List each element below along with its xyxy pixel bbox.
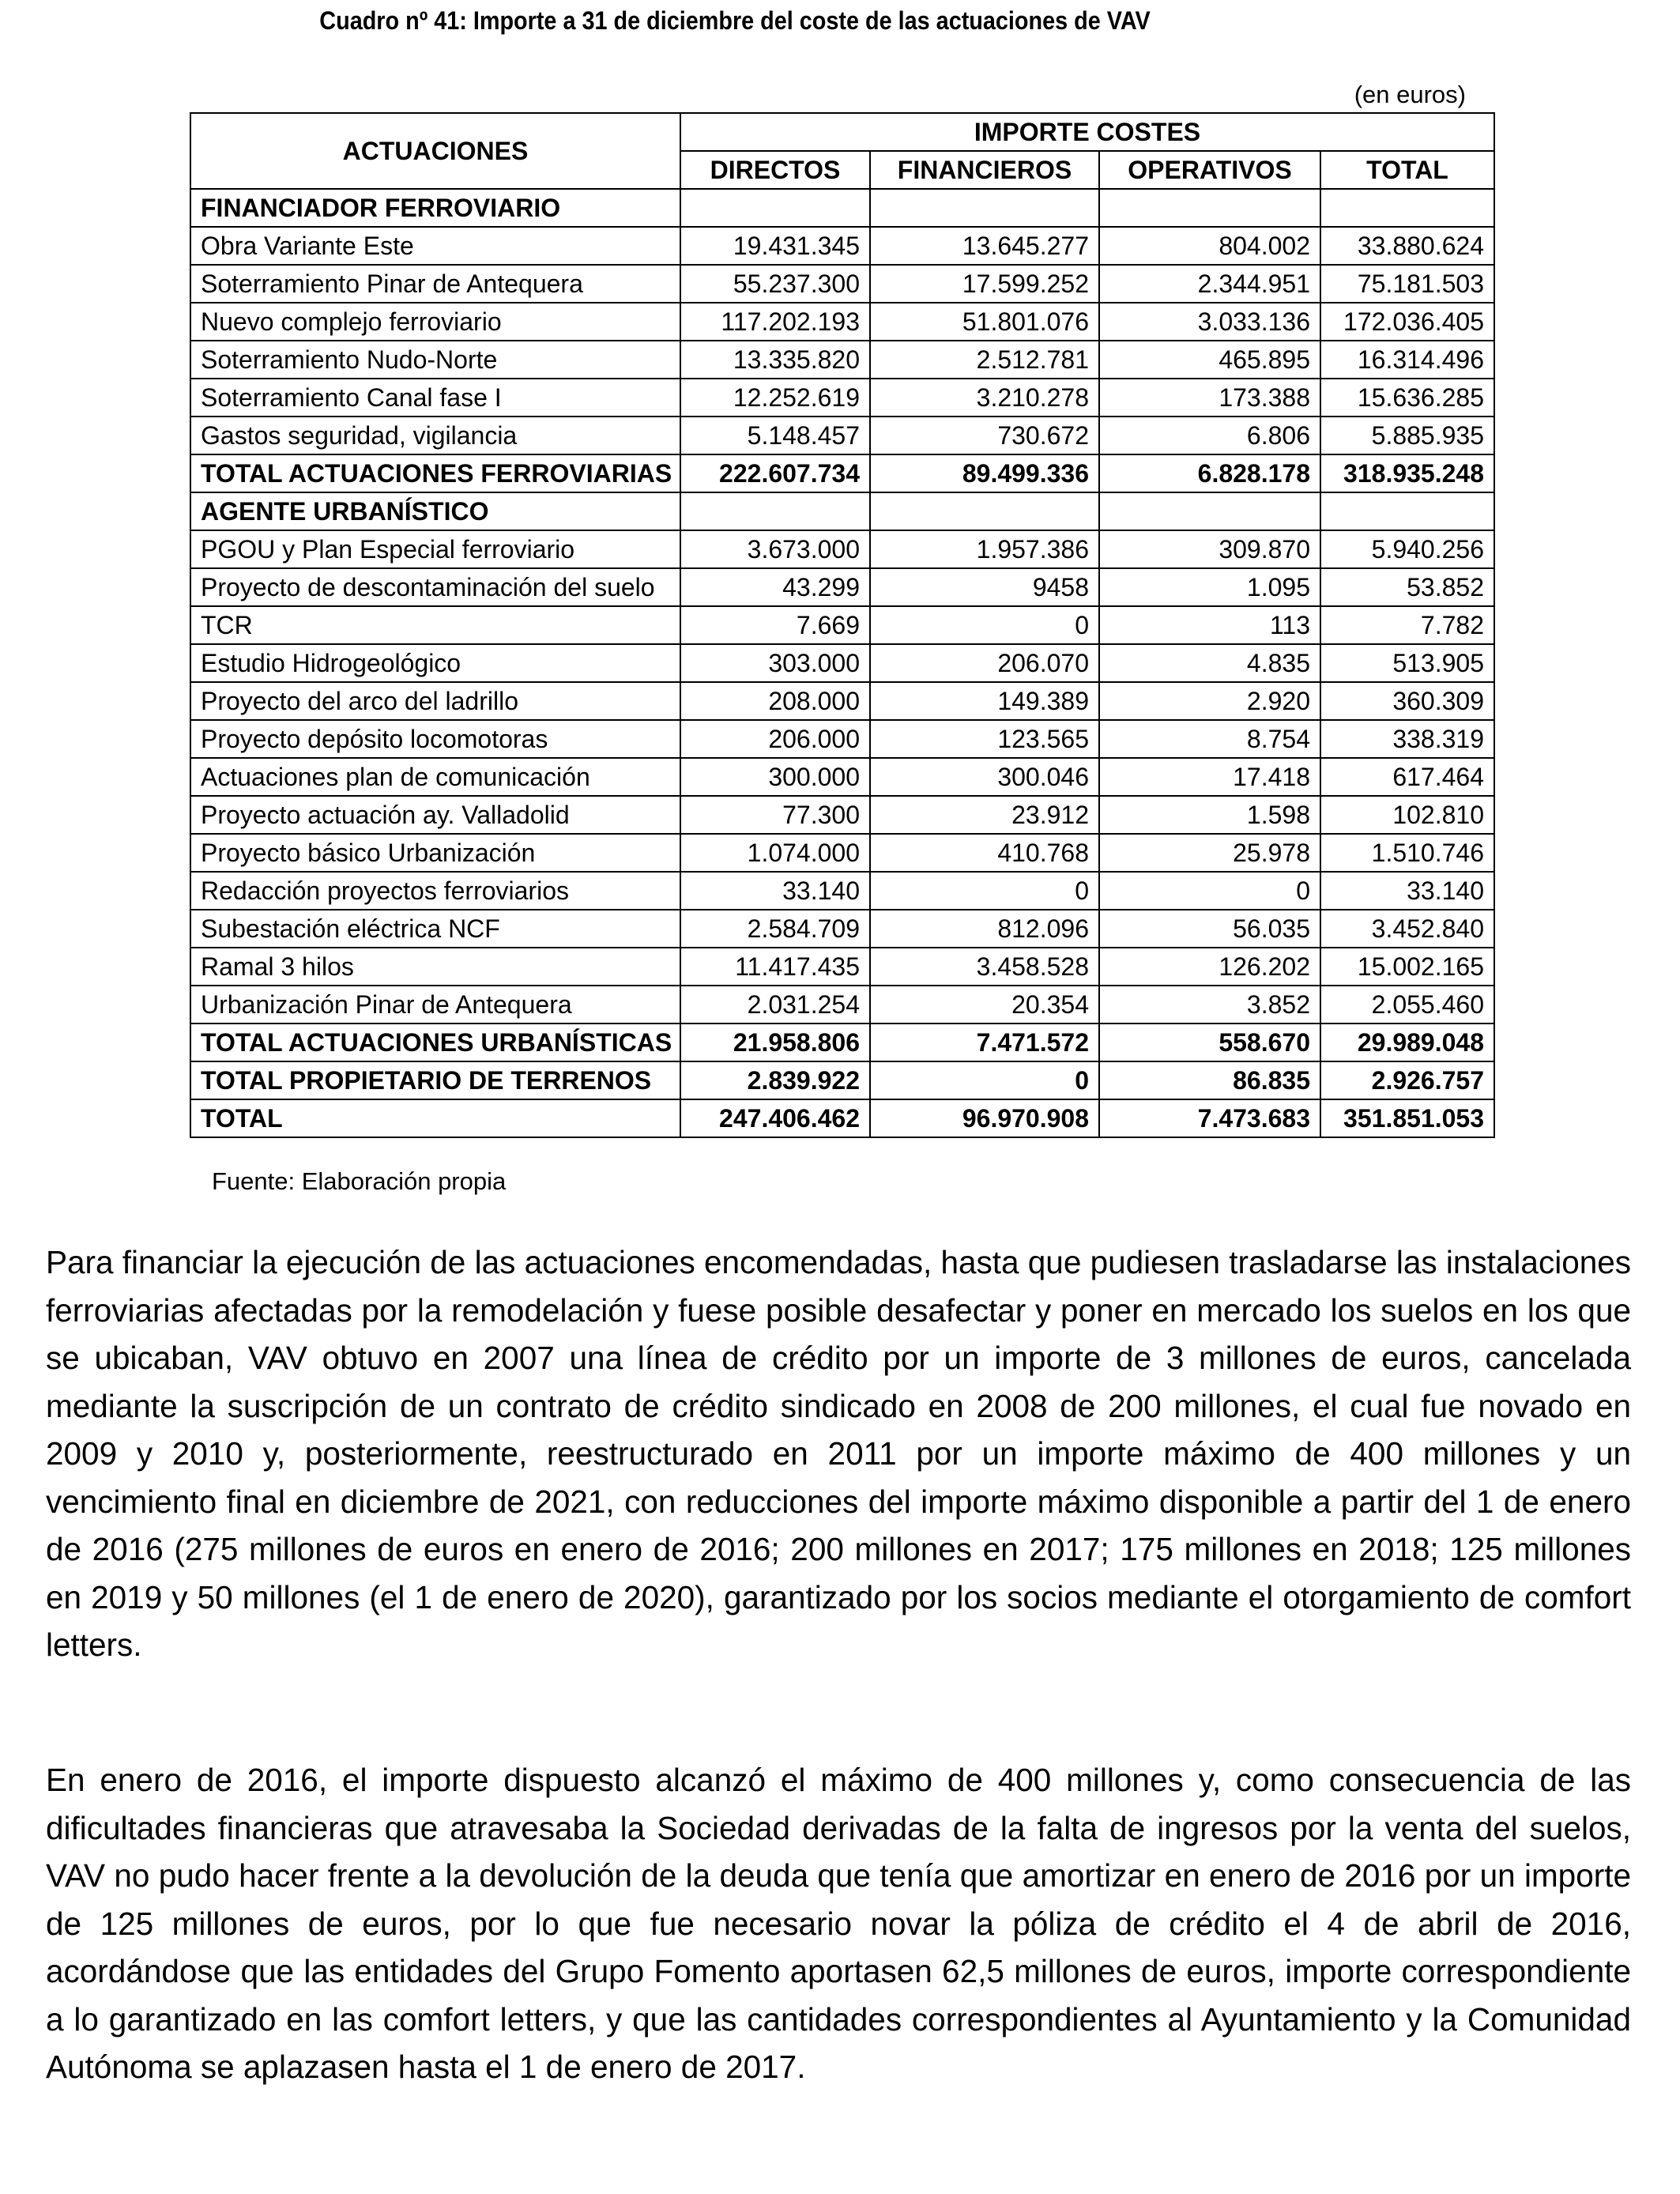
table-row: [190, 227, 1494, 265]
table-row: [190, 986, 1494, 1023]
cell-total: 29.989.048: [1320, 1023, 1494, 1061]
cell-financieros: 9458: [870, 568, 1099, 606]
table-row: [190, 341, 1494, 379]
row-label: Obra Variante Este: [190, 227, 680, 265]
cell-directos: 43.299: [680, 568, 870, 606]
cell-directos: [680, 492, 870, 530]
row-label: Subestación eléctrica NCF: [190, 910, 680, 948]
row-label: Estudio Hidrogeológico: [190, 644, 680, 682]
cell-total: 102.810: [1320, 796, 1494, 834]
cell-total: 5.885.935: [1320, 417, 1494, 454]
section-row: [190, 189, 1494, 227]
cell-directos: 5.148.457: [680, 417, 870, 454]
cell-operativos: 0: [1099, 872, 1320, 910]
cell-directos: 206.000: [680, 720, 870, 758]
row-label: Gastos seguridad, vigilancia: [190, 417, 680, 454]
cell-operativos: 3.852: [1099, 986, 1320, 1023]
cell-operativos: 465.895: [1099, 341, 1320, 379]
cell-financieros: 3.458.528: [870, 948, 1099, 986]
cell-operativos: 6.806: [1099, 417, 1320, 454]
row-label: Actuaciones plan de comunicación: [190, 758, 680, 796]
total-row: [190, 1099, 1494, 1137]
cell-total: 75.181.503: [1320, 265, 1494, 303]
cell-operativos: [1099, 189, 1320, 227]
cell-financieros: 300.046: [870, 758, 1099, 796]
cell-operativos: 309.870: [1099, 530, 1320, 568]
cell-operativos: 1.095: [1099, 568, 1320, 606]
cell-total: 53.852: [1320, 568, 1494, 606]
cell-total: 33.880.624: [1320, 227, 1494, 265]
row-label: TOTAL PROPIETARIO DE TERRENOS: [190, 1061, 680, 1099]
cell-total: 513.905: [1320, 644, 1494, 682]
cell-directos: 33.140: [680, 872, 870, 910]
paragraph-debt-novation: En enero de 2016, el importe dispuesto alcanzó el máximo de 400 millones y, como consecuencia de las dificultades financieras que atravesaba la Sociedad derivadas de la falta de ingresos por la venta del suelos, VAV no pudo hacer frente a la devolución de la deuda que tenía que amortizar en enero de 2016 por un importe de 125 millones de euros, por lo que fue necesario novar la póliza de crédito el 4 de abril de 2016, acordándose que las entidades del Grupo Fomento aportasen 62,5 millones de euros, importe correspondiente a lo garantizado en las comfort letters, y que las cantidades correspondientes al Ayuntamiento y la Comunidad Autónoma se aplazasen hasta el 1 de enero de 2017.: [46, 1762, 1631, 2085]
cell-financieros: 0: [870, 872, 1099, 910]
cell-operativos: 558.670: [1099, 1023, 1320, 1061]
table-row: [190, 682, 1494, 720]
cell-financieros: 23.912: [870, 796, 1099, 834]
cell-total: 16.314.496: [1320, 341, 1494, 379]
cell-directos: 55.237.300: [680, 265, 870, 303]
cell-financieros: 13.645.277: [870, 227, 1099, 265]
cell-financieros: 0: [870, 1061, 1099, 1099]
row-label: Proyecto de descontaminación del suelo: [190, 568, 680, 606]
total-row: [190, 1023, 1494, 1061]
table-caption: Cuadro nº 41: Importe a 31 de diciembre del coste de las actuaciones de VAV: [319, 6, 1151, 35]
cell-operativos: 2.344.951: [1099, 265, 1320, 303]
header-importe-costes: IMPORTE COSTES: [680, 113, 1494, 151]
cell-operativos: 7.473.683: [1099, 1099, 1320, 1137]
table-row: [190, 606, 1494, 644]
cell-directos: 300.000: [680, 758, 870, 796]
row-label: Ramal 3 hilos: [190, 948, 680, 986]
row-label: Soterramiento Nudo-Norte: [190, 341, 680, 379]
cell-total: 617.464: [1320, 758, 1494, 796]
row-label: Proyecto actuación ay. Valladolid: [190, 796, 680, 834]
row-label: AGENTE URBANÍSTICO: [190, 492, 680, 530]
cell-total: 33.140: [1320, 872, 1494, 910]
row-label: PGOU y Plan Especial ferroviario: [190, 530, 680, 568]
cell-financieros: 51.801.076: [870, 303, 1099, 341]
cell-directos: 2.031.254: [680, 986, 870, 1023]
cell-financieros: 96.970.908: [870, 1099, 1099, 1137]
paragraph-credit-line: Para financiar la ejecución de las actuaciones encomendadas, hasta que pudiesen trasladarse las instalaciones ferroviarias afectadas por la remodelación y fuese posible desafectar y poner en mercado los suelos en los que se ubicaban, VAV obtuvo en 2007 una línea de crédito por un importe de 3 millones de euros, cancelada mediante la suscripción de un contrato de crédito sindicado en 2008 de 200 millones, el cual fue novado en 2009 y 2010 y, posteriormente, reestructurado en 2011 por un importe máximo de 400 millones y un vencimiento final en diciembre de 2021, con reducciones del importe máximo disponible a partir del 1 de enero de 2016 (275 millones de euros en enero de 2016; 200 millones en 2017; 175 millones en 2018; 125 millones en 2019 y 50 millones (el 1 de enero de 2020), garantizado por los socios mediante el otorgamiento de comfort letters.: [46, 1244, 1632, 1663]
cell-financieros: 7.471.572: [870, 1023, 1099, 1061]
cell-financieros: 20.354: [870, 986, 1099, 1023]
cell-financieros: 89.499.336: [870, 454, 1099, 492]
table-row: [190, 796, 1494, 834]
cell-operativos: 113: [1099, 606, 1320, 644]
cell-financieros: 17.599.252: [870, 265, 1099, 303]
row-label: TCR: [190, 606, 680, 644]
row-label: Proyecto del arco del ladrillo: [190, 682, 680, 720]
cell-total: 5.940.256: [1320, 530, 1494, 568]
cell-operativos: 56.035: [1099, 910, 1320, 948]
costs-table-body: [190, 189, 1494, 1137]
cell-total: 2.926.757: [1320, 1061, 1494, 1099]
cell-total: [1320, 189, 1494, 227]
cell-financieros: 2.512.781: [870, 341, 1099, 379]
cell-directos: 7.669: [680, 606, 870, 644]
table-row: [190, 758, 1494, 796]
header-actuaciones: ACTUACIONES: [190, 113, 680, 189]
header-row-1: [190, 113, 1494, 151]
cell-total: 15.002.165: [1320, 948, 1494, 986]
section-row: [190, 492, 1494, 530]
header-total: TOTAL: [1320, 151, 1494, 189]
header-operativos: OPERATIVOS: [1099, 151, 1320, 189]
cell-total: 351.851.053: [1320, 1099, 1494, 1137]
cell-financieros: 149.389: [870, 682, 1099, 720]
cell-directos: 3.673.000: [680, 530, 870, 568]
table-row: [190, 720, 1494, 758]
header-financieros: FINANCIEROS: [870, 151, 1099, 189]
row-label: Proyecto básico Urbanización: [190, 834, 680, 872]
cell-directos: 117.202.193: [680, 303, 870, 341]
row-label: Nuevo complejo ferroviario: [190, 303, 680, 341]
cell-total: 1.510.746: [1320, 834, 1494, 872]
table-source: Fuente: Elaboración propia: [212, 1167, 507, 1195]
cell-financieros: [870, 492, 1099, 530]
cell-financieros: 812.096: [870, 910, 1099, 948]
cell-directos: 1.074.000: [680, 834, 870, 872]
table-row: [190, 948, 1494, 986]
cell-financieros: 730.672: [870, 417, 1099, 454]
cell-total: 360.309: [1320, 682, 1494, 720]
cell-operativos: 25.978: [1099, 834, 1320, 872]
cell-operativos: 4.835: [1099, 644, 1320, 682]
table-row: [190, 644, 1494, 682]
cell-directos: 77.300: [680, 796, 870, 834]
total-row: [190, 1061, 1494, 1099]
cell-financieros: 0: [870, 606, 1099, 644]
cell-total: 7.782: [1320, 606, 1494, 644]
cell-directos: 11.417.435: [680, 948, 870, 986]
table-row: [190, 910, 1494, 948]
cell-operativos: 3.033.136: [1099, 303, 1320, 341]
cell-operativos: 804.002: [1099, 227, 1320, 265]
cell-operativos: 86.835: [1099, 1061, 1320, 1099]
units-note: (en euros): [1354, 81, 1466, 108]
table-row: [190, 379, 1494, 417]
cell-total: 3.452.840: [1320, 910, 1494, 948]
cell-total: [1320, 492, 1494, 530]
cell-operativos: 6.828.178: [1099, 454, 1320, 492]
cell-directos: 19.431.345: [680, 227, 870, 265]
cell-directos: [680, 189, 870, 227]
cell-operativos: [1099, 492, 1320, 530]
cell-directos: 12.252.619: [680, 379, 870, 417]
row-label: Redacción proyectos ferroviarios: [190, 872, 680, 910]
cell-total: 2.055.460: [1320, 986, 1494, 1023]
table-row: [190, 530, 1494, 568]
cell-financieros: 410.768: [870, 834, 1099, 872]
cell-directos: 2.584.709: [680, 910, 870, 948]
table-row: [190, 834, 1494, 872]
row-label: TOTAL ACTUACIONES URBANÍSTICAS: [190, 1023, 680, 1061]
cell-directos: 208.000: [680, 682, 870, 720]
cell-financieros: 123.565: [870, 720, 1099, 758]
cell-financieros: 3.210.278: [870, 379, 1099, 417]
cell-operativos: 173.388: [1099, 379, 1320, 417]
row-label: TOTAL: [190, 1099, 680, 1137]
cell-operativos: 2.920: [1099, 682, 1320, 720]
cell-directos: 13.335.820: [680, 341, 870, 379]
row-label: FINANCIADOR FERROVIARIO: [190, 189, 680, 227]
row-label: TOTAL ACTUACIONES FERROVIARIAS: [190, 454, 680, 492]
cell-directos: 303.000: [680, 644, 870, 682]
cell-total: 172.036.405: [1320, 303, 1494, 341]
costs-table: [190, 112, 1495, 1138]
cell-operativos: 8.754: [1099, 720, 1320, 758]
row-label: Soterramiento Canal fase I: [190, 379, 680, 417]
cell-directos: 21.958.806: [680, 1023, 870, 1061]
cell-operativos: 126.202: [1099, 948, 1320, 986]
table-row: [190, 265, 1494, 303]
cell-total: 318.935.248: [1320, 454, 1494, 492]
header-directos: DIRECTOS: [680, 151, 870, 189]
cell-directos: 2.839.922: [680, 1061, 870, 1099]
cell-financieros: [870, 189, 1099, 227]
row-label: Proyecto depósito locomotoras: [190, 720, 680, 758]
cell-operativos: 17.418: [1099, 758, 1320, 796]
cell-financieros: 206.070: [870, 644, 1099, 682]
total-row: [190, 454, 1494, 492]
cell-total: 338.319: [1320, 720, 1494, 758]
cell-directos: 222.607.734: [680, 454, 870, 492]
table-row: [190, 303, 1494, 341]
table-row: [190, 872, 1494, 910]
table-row: [190, 568, 1494, 606]
table-row: [190, 417, 1494, 454]
cell-directos: 247.406.462: [680, 1099, 870, 1137]
cell-financieros: 1.957.386: [870, 530, 1099, 568]
row-label: Urbanización Pinar de Antequera: [190, 986, 680, 1023]
row-label: Soterramiento Pinar de Antequera: [190, 265, 680, 303]
cell-total: 15.636.285: [1320, 379, 1494, 417]
cell-operativos: 1.598: [1099, 796, 1320, 834]
